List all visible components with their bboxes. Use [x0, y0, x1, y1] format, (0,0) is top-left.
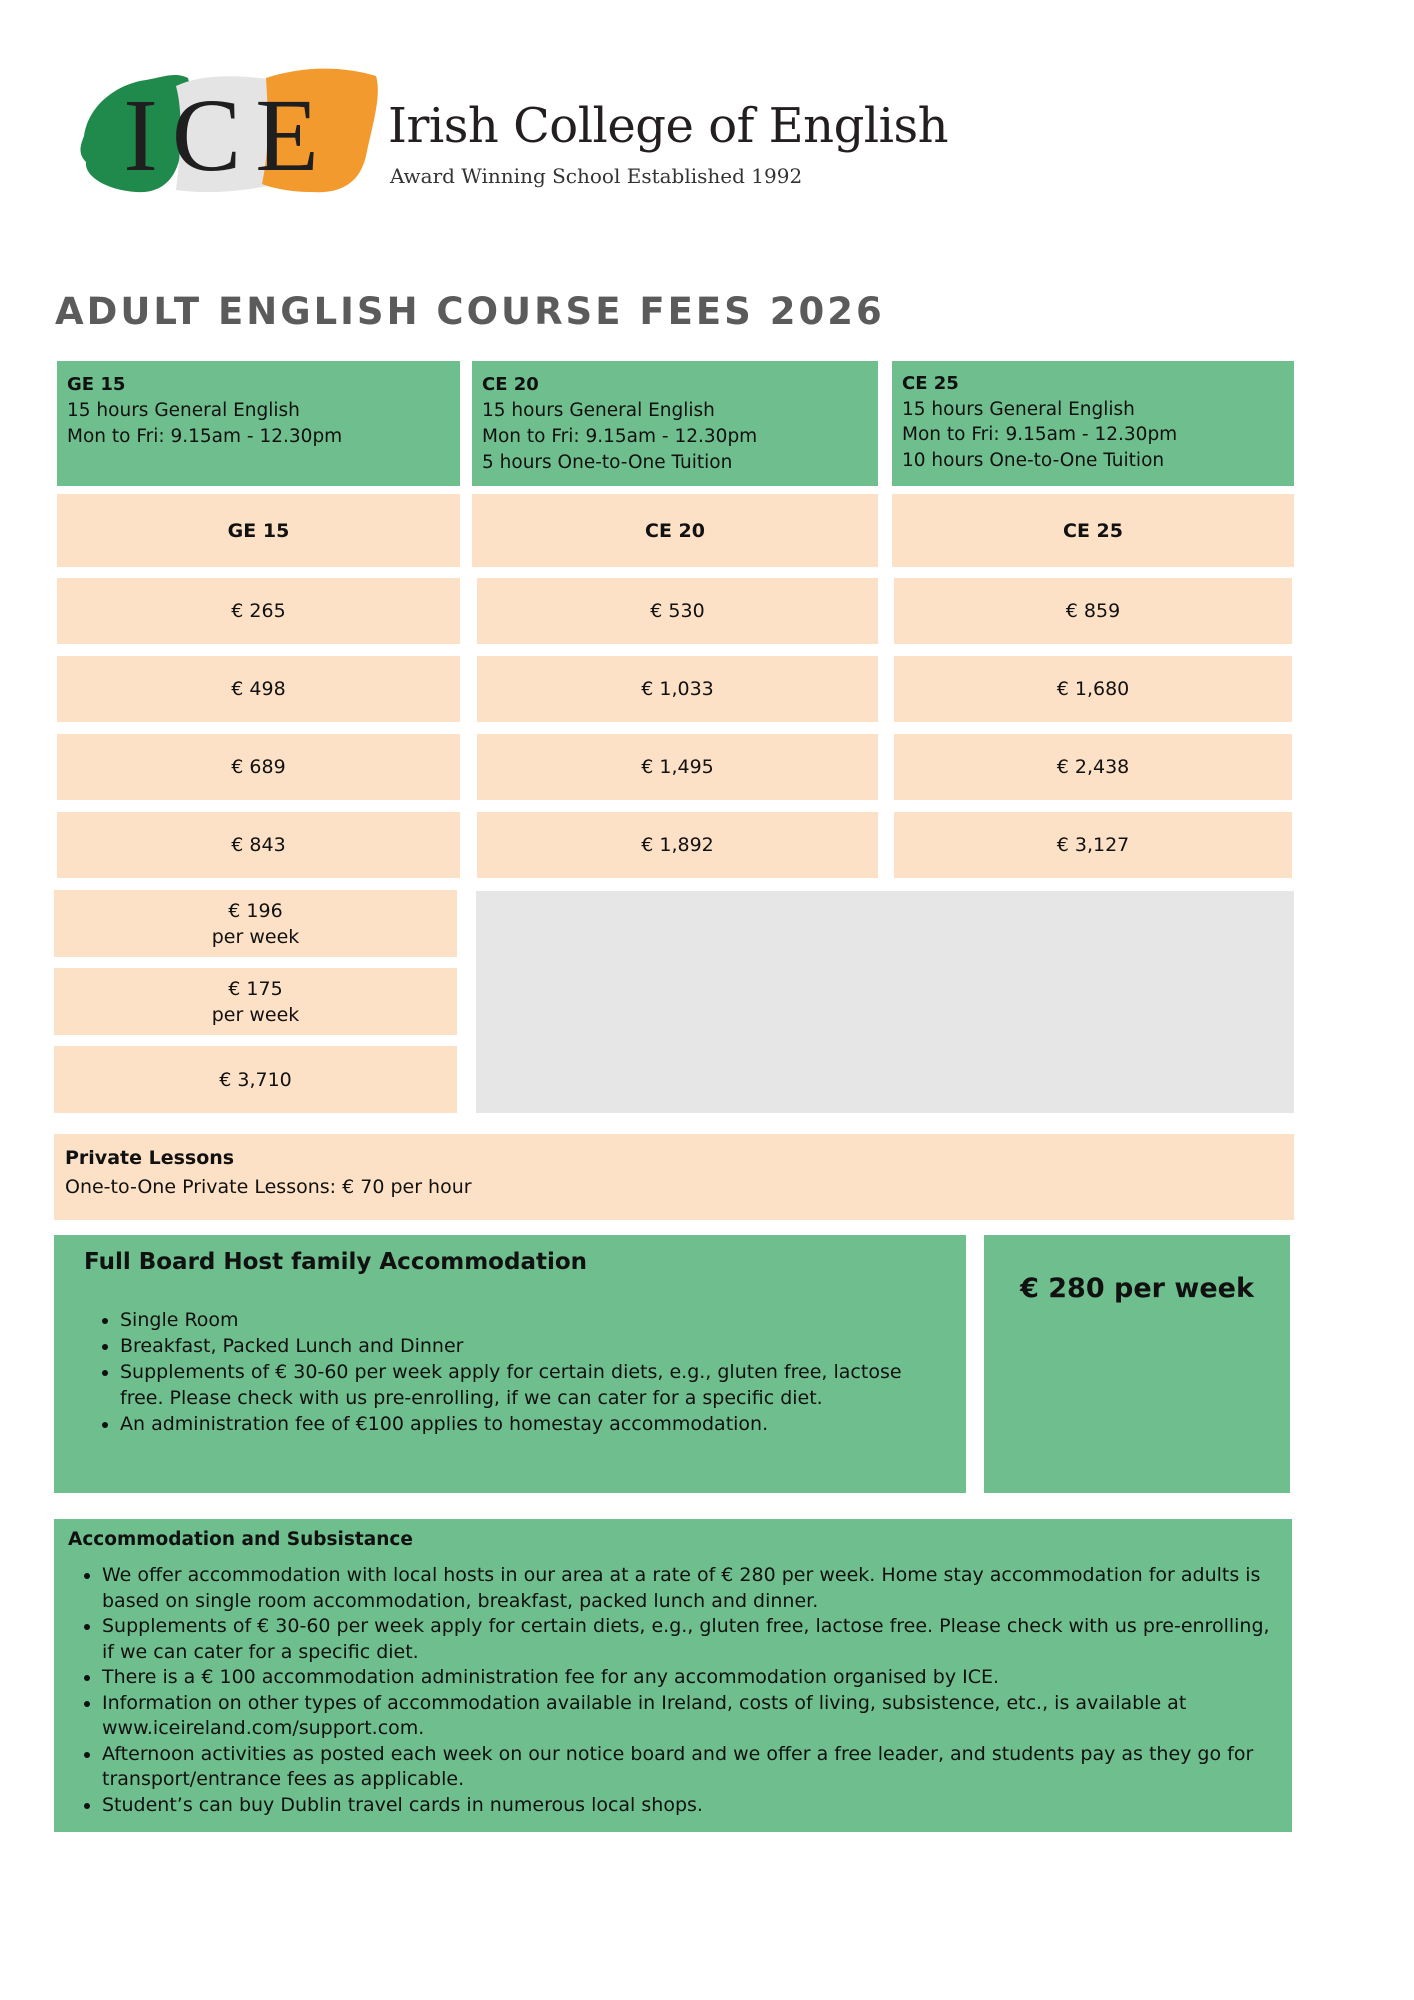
list-item: • Information on other types of accommodation available in Ireland, costs of living, subsistence, etc., is available at www.iceireland.com/support.com.	[102, 1691, 1273, 1742]
fee-header-ce20: CE 20	[472, 494, 878, 567]
course-line: Mon to Fri: 9.15am - 12.30pm	[482, 426, 758, 447]
private-lessons-title: Private Lessons	[65, 1147, 235, 1169]
list-item: • Supplements of € 30-60 per week apply for certain diets, e.g., gluten free, lactose free. Please check with us pre-enrolling, if we can cater for a specific diet.	[120, 1359, 940, 1411]
list-item: • Single Room	[120, 1307, 964, 1333]
private-lessons-text: One-to-One Private Lessons: € 70 per hour	[65, 1176, 472, 1198]
course-card-ce20	[472, 361, 878, 486]
private-lessons-box	[54, 1134, 1294, 1220]
ice-logo	[76, 66, 386, 200]
school-name: Irish College of English	[388, 98, 949, 154]
list-item: • We offer accommodation with local hosts in our area at a rate of € 280 per week. Home stay accommodation for adults is based on single room accommodation, breakfast, packed lunch and dinner.	[102, 1563, 1273, 1614]
fee-header-ge15: GE 15	[57, 494, 460, 567]
fee-cell: € 265	[57, 578, 460, 644]
fee-unit: per week	[211, 925, 300, 948]
course-code: GE 15	[67, 374, 126, 395]
list-item: • Supplements of € 30-60 per week apply for certain diets, e.g., gluten free, lactose free. Please check with us pre-enrolling, if we can cater for a specific diet.	[102, 1614, 1273, 1665]
fee-cell: € 498	[57, 656, 460, 722]
list-item: • Afternoon activities as posted each week on our notice board and we offer a free leader, and students pay as they go for transport/entrance fees as applicable.	[102, 1742, 1273, 1793]
fee-unit: per week	[211, 1003, 300, 1026]
fee-header-ce25: CE 25	[892, 494, 1294, 567]
page-title: ADULT ENGLISH COURSE FEES 2026	[55, 290, 885, 333]
host-family-price: € 280 per week	[984, 1235, 1290, 1493]
logo-letters: ICE	[123, 78, 333, 193]
fee-cell: € 843	[57, 812, 460, 878]
fee-cell: € 2,438	[894, 734, 1292, 800]
fee-cell: € 859	[894, 578, 1292, 644]
fee-cell: € 689	[57, 734, 460, 800]
fee-price: € 175	[228, 977, 283, 1000]
fee-cell: € 1,892	[477, 812, 878, 878]
fee-cell-weekly	[54, 968, 457, 1035]
host-family-title: Full Board Host family Accommodation	[84, 1249, 588, 1275]
course-line: Mon to Fri: 9.15am - 12.30pm	[67, 426, 343, 447]
course-code: CE 25	[902, 373, 959, 394]
subsistence-title: Accommodation and Subsistance	[68, 1529, 413, 1550]
course-line: Mon to Fri: 9.15am - 12.30pm	[902, 424, 1178, 445]
school-tagline: Award Winning School Established 1992	[390, 164, 803, 188]
course-card-ge15	[57, 361, 460, 486]
subsistence-list	[68, 1563, 1273, 1818]
list-item: • Breakfast, Packed Lunch and Dinner	[120, 1333, 964, 1359]
fee-cell: € 3,127	[894, 812, 1292, 878]
course-line: 15 hours General English	[482, 400, 715, 421]
host-family-box	[54, 1235, 966, 1493]
course-line: 15 hours General English	[67, 400, 300, 421]
list-item: • Student’s can buy Dublin travel cards in numerous local shops.	[102, 1793, 1273, 1819]
fee-cell: € 3,710	[54, 1046, 457, 1113]
course-line: 15 hours General English	[902, 398, 1135, 420]
fee-cell: € 1,033	[477, 656, 878, 722]
list-item: • There is a € 100 accommodation administration fee for any accommodation organised by ICE.	[102, 1665, 1273, 1691]
course-card-ce25	[892, 361, 1294, 486]
host-family-list	[84, 1307, 964, 1437]
course-line: 10 hours One-to-One Tuition	[902, 449, 1165, 471]
subsistence-box	[54, 1519, 1292, 1832]
fee-cell: € 530	[477, 578, 878, 644]
fee-cell: € 1,495	[477, 734, 878, 800]
course-code: CE 20	[482, 374, 539, 395]
fee-price: € 196	[228, 899, 283, 922]
empty-block	[476, 891, 1294, 1113]
list-item: • An administration fee of €100 applies to homestay accommodation.	[120, 1411, 964, 1437]
fee-cell-weekly	[54, 890, 457, 957]
course-line: 5 hours One-to-One Tuition	[482, 452, 733, 473]
fee-cell: € 1,680	[894, 656, 1292, 722]
